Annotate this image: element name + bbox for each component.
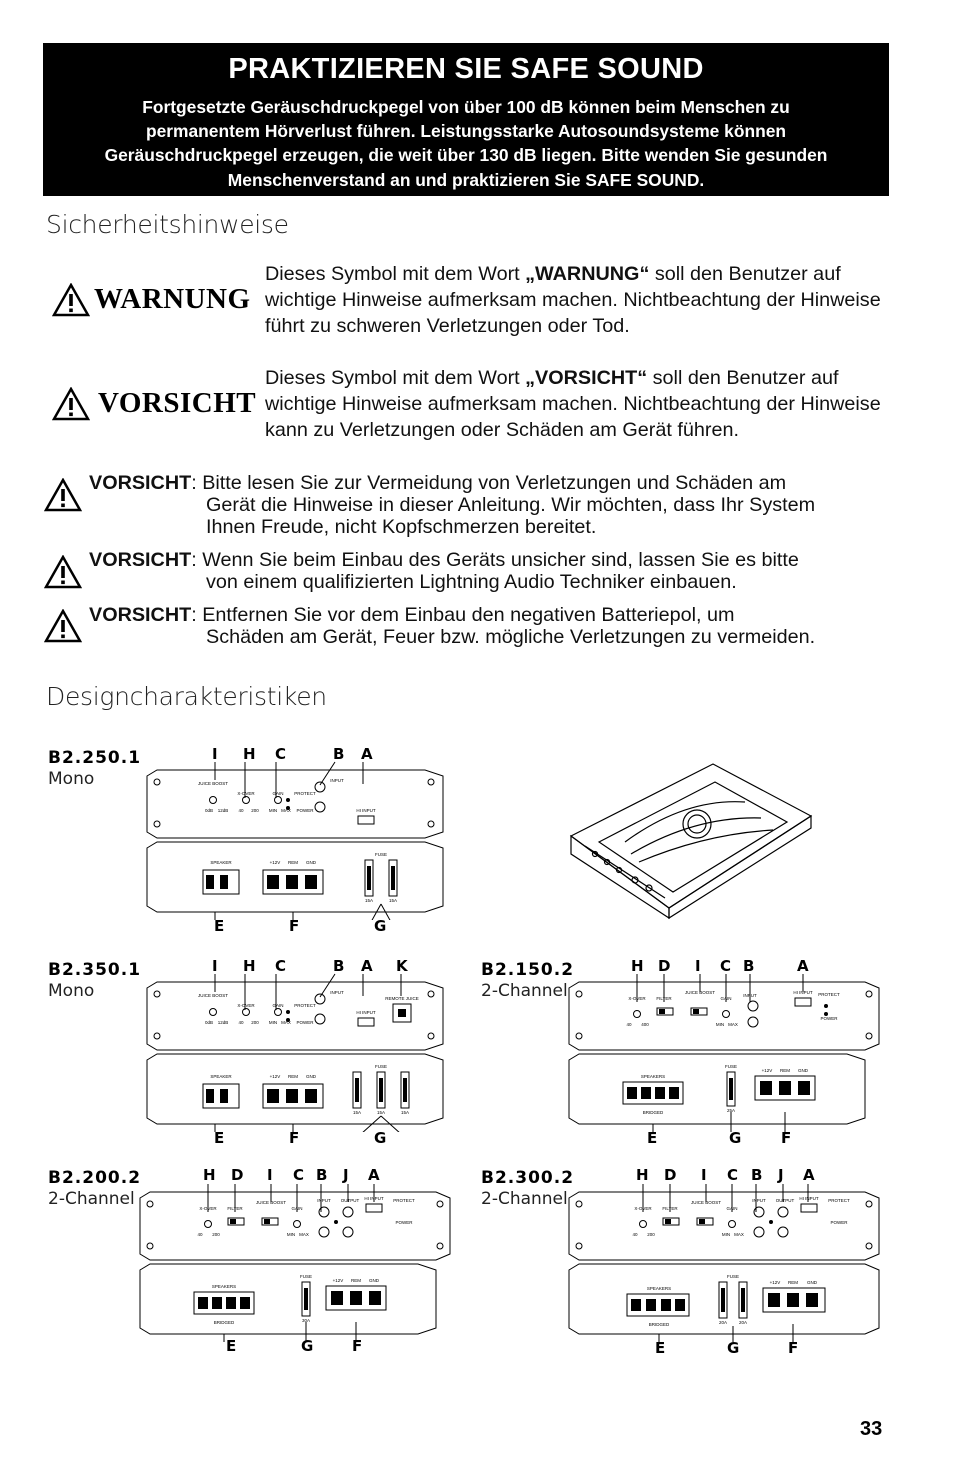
svg-text:POWER: POWER — [830, 1220, 848, 1225]
callout-letter: I — [212, 745, 218, 763]
svg-text:PROTECT: PROTECT — [828, 1198, 850, 1203]
callout-letter: A — [361, 957, 373, 975]
svg-text:BRIDGED: BRIDGED — [648, 1322, 670, 1327]
svg-text:SPEAKER: SPEAKER — [210, 860, 232, 865]
model-b2-250-1: B2.250.1 Mono — [48, 748, 142, 789]
model-b2-150-2: B2.150.2 2-Channel — [481, 960, 575, 1001]
warnung-label: WARNUNG — [94, 283, 251, 315]
vorsicht-description: Dieses Symbol mit dem Wort „VORSICHT“ soll den Benutzer auf wichtige Hinweise aufmerksam machen. Nichtbeachtung der Hinweise kann zu Verletzungen oder Schäden am Gerät führen. — [265, 367, 881, 441]
svg-text:40: 40 — [626, 1022, 632, 1027]
warning-triangle-icon — [52, 283, 90, 317]
svg-text:FUSE: FUSE — [299, 1274, 313, 1279]
svg-text:HI INPUT: HI INPUT — [793, 990, 813, 995]
svg-text:SPEAKERS: SPEAKERS — [640, 1074, 666, 1079]
callout-letter: F — [352, 1337, 363, 1355]
svg-text:REM: REM — [288, 1074, 298, 1079]
page-number: 33 — [860, 1418, 883, 1440]
svg-text:REMOTE JUICE: REMOTE JUICE — [385, 996, 419, 1001]
callout-letter: B — [751, 1166, 763, 1184]
svg-text:GND: GND — [306, 860, 316, 865]
svg-text:200: 200 — [647, 1232, 655, 1237]
svg-text:200: 200 — [251, 808, 259, 813]
callout-letter: C — [720, 957, 732, 975]
svg-text:15A: 15A — [352, 1110, 362, 1115]
svg-text:MAX: MAX — [281, 808, 291, 813]
svg-text:200: 200 — [251, 1020, 259, 1025]
callout-letter: A — [368, 1166, 380, 1184]
svg-text:15A: 15A — [364, 898, 374, 903]
svg-text:X-OVER: X-OVER — [634, 1206, 652, 1211]
svg-text:40: 40 — [238, 1020, 244, 1025]
svg-text:+12V: +12V — [332, 1278, 344, 1283]
svg-text:GND: GND — [807, 1280, 817, 1285]
svg-text:PROTECT: PROTECT — [294, 791, 316, 796]
svg-text:REM: REM — [351, 1278, 361, 1283]
callout-letter: E — [655, 1339, 666, 1357]
amp-diagram-b2-300-2 — [567, 1182, 885, 1342]
svg-text:X-OVER: X-OVER — [237, 791, 255, 796]
svg-text:FILTER: FILTER — [656, 996, 672, 1001]
callout-letter: G — [727, 1339, 740, 1357]
svg-text:FUSE: FUSE — [374, 1064, 388, 1069]
svg-text:JUICE BOOST: JUICE BOOST — [197, 781, 229, 786]
svg-text:40: 40 — [238, 808, 244, 813]
caution-1: VORSICHT: Bitte lesen Sie zur Vermeidung von Verletzungen und Schäden am Gerät die Hinweise in dieser Anleitung. Wir möchten, dass Ihr System Ihnen Freude, nicht Kopfschmerzen bereitet. — [89, 472, 816, 538]
svg-text:GND: GND — [369, 1278, 379, 1283]
callout-letter: B — [316, 1166, 328, 1184]
callout-letter: H — [203, 1166, 216, 1184]
callout-letter: D — [658, 957, 671, 975]
callout-letter: C — [727, 1166, 739, 1184]
caution-2: VORSICHT: Wenn Sie beim Einbau des Geräts unsicher sind, lassen Sie es bitte von einem qualifizierten Lightning Audio Techniker einbauen. — [89, 549, 799, 593]
caution-icon — [44, 478, 82, 512]
svg-text:JUICE BOOST: JUICE BOOST — [690, 1200, 722, 1205]
svg-text:15A: 15A — [388, 898, 398, 903]
svg-text:REM: REM — [288, 860, 298, 865]
svg-text:INPUT: INPUT — [317, 1198, 331, 1203]
svg-text:MAX: MAX — [734, 1232, 744, 1237]
callout-letter: A — [803, 1166, 815, 1184]
svg-text:FILTER: FILTER — [662, 1206, 678, 1211]
warnung-description: Dieses Symbol mit dem Wort „WARNUNG“ soll den Benutzer auf wichtige Hinweise aufmerksam machen. Nichtbeachtung der Hinweise führt zu schweren Verletzungen oder Tod. — [265, 263, 881, 337]
svg-text:15A: 15A — [376, 1110, 386, 1115]
amp-diagram-b2-150-2 — [567, 972, 885, 1132]
callout-letter: D — [664, 1166, 677, 1184]
callout-letter: G — [301, 1337, 314, 1355]
callout-letter: C — [275, 957, 287, 975]
callout-letter: B — [333, 957, 345, 975]
callout-letter: B — [743, 957, 755, 975]
svg-text:+12V: +12V — [269, 860, 281, 865]
vorsicht-label: VORSICHT — [98, 387, 257, 419]
svg-text:X-OVER: X-OVER — [628, 996, 646, 1001]
callout-letter: F — [788, 1339, 799, 1357]
svg-text:OUTPUT: OUTPUT — [340, 1198, 360, 1203]
callout-letter: D — [231, 1166, 244, 1184]
callout-letter: K — [396, 957, 408, 975]
amp-diagram-b2-200-2 — [138, 1182, 456, 1342]
amp-diagram-b2-250-1 — [145, 760, 463, 920]
callout-letter: F — [289, 917, 300, 935]
svg-text:BRIDGED: BRIDGED — [213, 1320, 235, 1325]
svg-text:FILTER: FILTER — [227, 1206, 243, 1211]
callout-letter: H — [636, 1166, 649, 1184]
svg-text:25A: 25A — [726, 1108, 736, 1113]
callout-letter: A — [797, 957, 809, 975]
svg-text:PROTECT: PROTECT — [818, 992, 840, 997]
svg-text:FUSE: FUSE — [726, 1274, 740, 1279]
svg-text:FUSE: FUSE — [724, 1064, 738, 1069]
svg-text:MIN: MIN — [268, 808, 278, 813]
banner-title: PRAKTIZIEREN SIE SAFE SOUND — [228, 53, 704, 85]
svg-text:+12V: +12V — [761, 1068, 773, 1073]
callout-letter: C — [293, 1166, 305, 1184]
amplifier-illustration — [565, 758, 815, 920]
svg-text:40: 40 — [197, 1232, 203, 1237]
svg-text:INPUT: INPUT — [330, 990, 344, 995]
svg-text:0dB: 0dB — [204, 808, 214, 813]
svg-text:POWER: POWER — [395, 1220, 413, 1225]
svg-text:SPEAKER: SPEAKER — [210, 1074, 232, 1079]
svg-text:12dB: 12dB — [217, 1020, 229, 1025]
caution-icon — [44, 609, 82, 643]
svg-text:+12V: +12V — [269, 1074, 281, 1079]
svg-text:HI INPUT: HI INPUT — [799, 1196, 819, 1201]
svg-text:30A: 30A — [301, 1318, 311, 1323]
callout-letter: J — [778, 1166, 784, 1184]
callout-letter: E — [647, 1129, 658, 1147]
banner-text: Fortgesetzte Geräuschdruckpegel von über 100 dB können beim Menschen zu permanentem Hörverlust führen. Leistungsstarke Autosoundsysteme können Geräuschdruckpegel erzeugen, die weit über 130 dB liegen. Bitte wenden Sie gesunden Menschenverstand an und praktizieren Sie SAFE SOUND. — [104, 97, 828, 190]
callout-letter: I — [212, 957, 218, 975]
svg-text:BRIDGED: BRIDGED — [642, 1110, 664, 1115]
callout-letter: H — [243, 957, 256, 975]
amp-diagram-b2-350-1 — [145, 972, 463, 1132]
svg-text:PROTECT: PROTECT — [294, 1003, 316, 1008]
svg-text:POWER: POWER — [296, 808, 314, 813]
caution-3: VORSICHT: Entfernen Sie vor dem Einbau den negativen Batteriepol, um Schäden am Gerät, Feuer bzw. mögliche Verletzungen zu vermeiden. — [89, 604, 816, 648]
svg-text:REM: REM — [788, 1280, 798, 1285]
callout-letter: I — [701, 1166, 707, 1184]
callout-letter: I — [695, 957, 701, 975]
svg-text:INPUT: INPUT — [330, 778, 344, 783]
svg-text:JUICE BOOST: JUICE BOOST — [255, 1200, 287, 1205]
svg-text:OUTPUT: OUTPUT — [775, 1198, 795, 1203]
svg-text:12dB: 12dB — [217, 808, 229, 813]
svg-text:JUICE BOOST: JUICE BOOST — [684, 990, 716, 995]
svg-text:HI INPUT: HI INPUT — [356, 1010, 376, 1015]
svg-text:GND: GND — [798, 1068, 808, 1073]
svg-text:POWER: POWER — [296, 1020, 314, 1025]
callout-letter: E — [214, 1129, 225, 1147]
svg-text:GAIN: GAIN — [272, 1003, 284, 1008]
callout-letter: G — [374, 1129, 387, 1147]
callout-letter: H — [243, 745, 256, 763]
model-b2-350-1: B2.350.1 Mono — [48, 960, 142, 1001]
svg-text:INPUT: INPUT — [752, 1198, 766, 1203]
callout-letter: F — [289, 1129, 300, 1147]
svg-text:+12V: +12V — [769, 1280, 781, 1285]
svg-text:MIN: MIN — [721, 1232, 731, 1237]
svg-text:15A: 15A — [400, 1110, 410, 1115]
svg-text:20A: 20A — [738, 1320, 748, 1325]
svg-text:MAX: MAX — [728, 1022, 738, 1027]
svg-text:INPUT: INPUT — [743, 993, 757, 998]
svg-text:MIN: MIN — [286, 1232, 296, 1237]
callout-letter: E — [214, 917, 225, 935]
svg-text:MIN: MIN — [268, 1020, 278, 1025]
callout-letter: C — [275, 745, 287, 763]
callout-letter: A — [361, 745, 373, 763]
svg-text:POWER: POWER — [820, 1016, 838, 1021]
model-b2-300-2: B2.300.2 2-Channel — [481, 1168, 575, 1209]
svg-text:400: 400 — [641, 1022, 649, 1027]
callout-letter: F — [781, 1129, 792, 1147]
caution-icon — [44, 555, 82, 589]
callout-letter: J — [343, 1166, 349, 1184]
svg-text:MAX: MAX — [281, 1020, 291, 1025]
svg-text:PROTECT: PROTECT — [393, 1198, 415, 1203]
svg-text:SPEAKERS: SPEAKERS — [646, 1286, 672, 1291]
svg-text:GAIN: GAIN — [726, 1206, 738, 1211]
svg-text:20A: 20A — [718, 1320, 728, 1325]
svg-text:0dB: 0dB — [204, 1020, 214, 1025]
callout-letter: G — [729, 1129, 742, 1147]
callout-letter: G — [374, 917, 387, 935]
svg-text:GAIN: GAIN — [291, 1206, 303, 1211]
svg-text:40: 40 — [632, 1232, 638, 1237]
svg-text:JUICE BOOST: JUICE BOOST — [197, 993, 229, 998]
safe-sound-banner — [43, 43, 889, 196]
svg-text:GND: GND — [306, 1074, 316, 1079]
safety-heading: Sicherheitshinweise — [46, 210, 289, 239]
callout-letter: E — [226, 1337, 237, 1355]
design-heading: Designcharakteristiken — [46, 682, 327, 711]
svg-text:REM: REM — [780, 1068, 790, 1073]
svg-text:MAX: MAX — [299, 1232, 309, 1237]
svg-text:HI INPUT: HI INPUT — [364, 1196, 384, 1201]
svg-text:MIN: MIN — [715, 1022, 725, 1027]
svg-text:X-OVER: X-OVER — [199, 1206, 217, 1211]
svg-text:GAIN: GAIN — [272, 791, 284, 796]
callout-letter: B — [333, 745, 345, 763]
svg-text:SPEAKERS: SPEAKERS — [211, 1284, 237, 1289]
caution-triangle-icon — [52, 387, 90, 421]
callout-letter: H — [631, 957, 644, 975]
model-b2-200-2: B2.200.2 2-Channel — [48, 1168, 142, 1209]
svg-text:FUSE: FUSE — [374, 852, 388, 857]
svg-text:HI INPUT: HI INPUT — [356, 808, 376, 813]
svg-text:X-OVER: X-OVER — [237, 1003, 255, 1008]
svg-text:GAIN: GAIN — [720, 996, 732, 1001]
svg-text:200: 200 — [212, 1232, 220, 1237]
callout-letter: I — [267, 1166, 273, 1184]
